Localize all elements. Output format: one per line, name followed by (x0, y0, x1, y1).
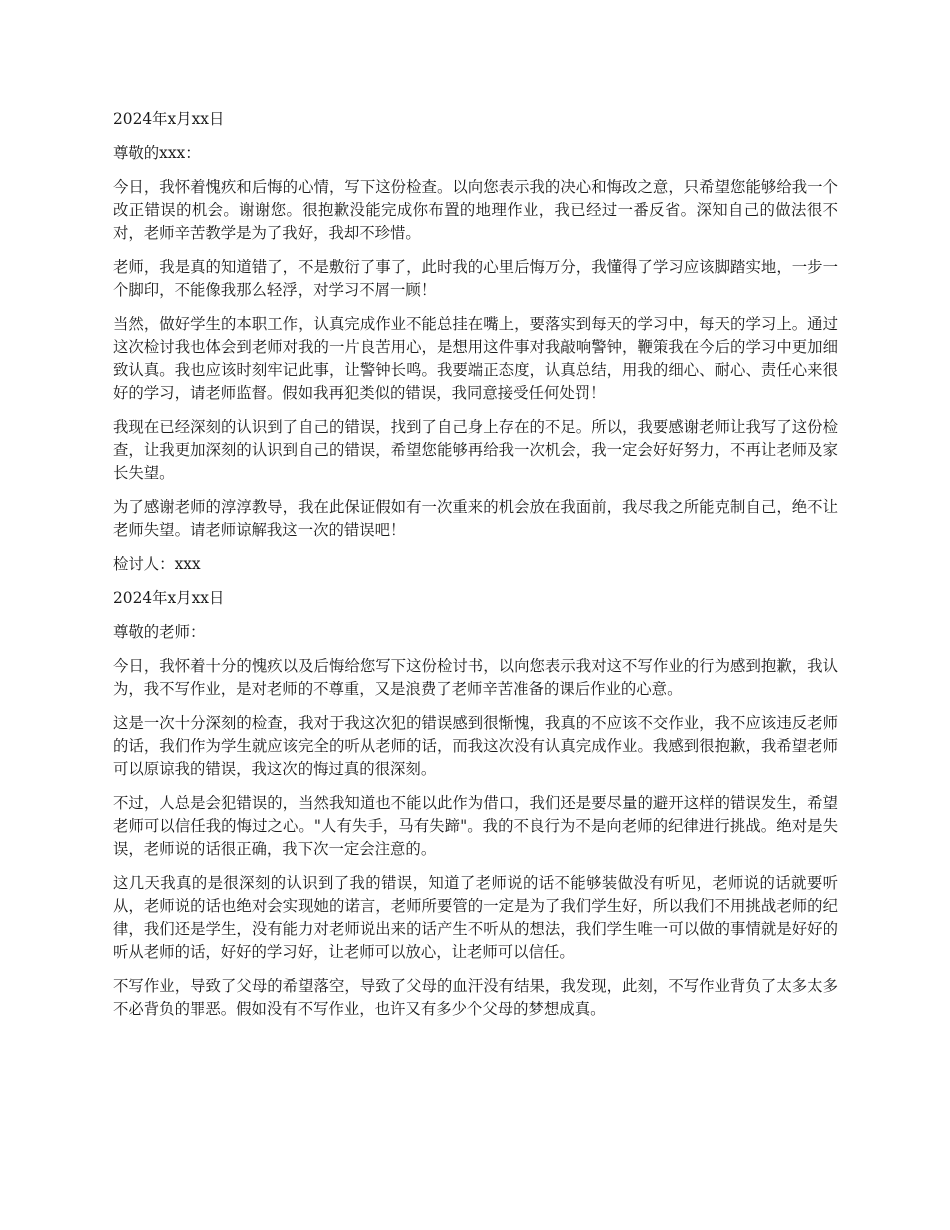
body-paragraph: 这是一次十分深刻的检查，我对于我这次犯的错误感到很惭愧，我真的不应该不交作业，我不应该违反老师的话，我们作为学生就应该完全的听从老师的话，而我这次没有认真完成作业。我感到很抱歉，我希望老师可以原谅我的错误，我这次的悔过真的很深刻。 (113, 714, 838, 778)
body-paragraph: 不写作业，导致了父母的希望落空，导致了父母的血汗没有结果，我发现，此刻，不写作业背负了太多太多不必背负的罪恶。假如没有不写作业，也许又有多少个父母的梦想成真。 (113, 977, 838, 1018)
body-paragraph: 老师，我是真的知道错了，不是敷衍了事了，此时我的心里后悔万分，我懂得了学习应该脚踏实地，一步一个脚印，不能像我那么轻浮，对学习不屑一顾！ (113, 258, 838, 299)
date-line: 2024年x月xx日 (113, 110, 225, 128)
body-paragraph: 今日，我怀着十分的愧疚以及后悔给您写下这份检讨书，以向您表示我对这不写作业的行为感到抱歉，我认为，我不写作业，是对老师的不尊重，又是浪费了老师辛苦准备的课后作业的心意。 (113, 657, 838, 698)
signature-line: 检讨人：xxx (113, 555, 201, 573)
body-paragraph: 今日，我怀着愧疚和后悔的心情，写下这份检查。以向您表示我的决心和悔改之意，只希望您能够给我一个改正错误的机会。谢谢您。很抱歉没能完成你布置的地理作业，我已经过一番反省。深知自己的做法很不对，老师辛苦教学是为了我好，我却不珍惜。 (113, 178, 838, 242)
body-paragraph: 为了感谢老师的淳淳教导，我在此保证假如有一次重来的机会放在我面前，我尽我之所能克制自己，绝不让老师失望。请老师谅解我这一次的错误吧！ (113, 498, 838, 539)
body-paragraph: 不过，人总是会犯错误的，当然我知道也不能以此作为借口，我们还是要尽量的避开这样的错误发生，希望老师可以信任我的悔过之心。"人有失手，马有失蹄"。我的不良行为不是向老师的纪律进行挑战。绝对是失误，老师说的话很正确，我下次一定会注意的。 (113, 794, 838, 858)
document-body (113, 108, 838, 1032)
salutation: 尊敬的老师： (113, 623, 206, 641)
body-paragraph: 当然，做好学生的本职工作，认真完成作业不能总挂在嘴上，要落实到每天的学习中，每天的学习上。通过这次检讨我也体会到老师对我的一片良苦用心，是想用这件事对我敲响警钟，鞭策我在今后的学习中更加细致认真。我也应该时刻牢记此事，让警钟长鸣。我要端正态度，认真总结，用我的细心、耐心、责任心来很好的学习，请老师监督。假如我再犯类似的错误，我同意接受任何处罚！ (113, 315, 838, 402)
body-paragraph: 这几天我真的是很深刻的认识到了我的错误，知道了老师说的话不能够装做没有听见，老师说的话就要听从，老师说的话也绝对会实现她的诺言，老师所要管的一定是为了我们学生好，所以我们不用挑战老师的纪律，我们还是学生，没有能力对老师说出来的话产生不听从的想法，我们学生唯一可以做的事情就是好好的听从老师的话，好好的学习好，让老师可以放心，让老师可以信任。 (113, 874, 838, 961)
date-line: 2024年x月xx日 (113, 589, 225, 607)
body-paragraph: 我现在已经深刻的认识到了自己的错误，找到了自己身上存在的不足。所以，我要感谢老师让我写了这份检查，让我更加深刻的认识到自己的错误，希望您能够再给我一次机会，我一定会好好努力，不再让老师及家长失望。 (113, 418, 838, 482)
salutation: 尊敬的xxx： (113, 144, 201, 162)
